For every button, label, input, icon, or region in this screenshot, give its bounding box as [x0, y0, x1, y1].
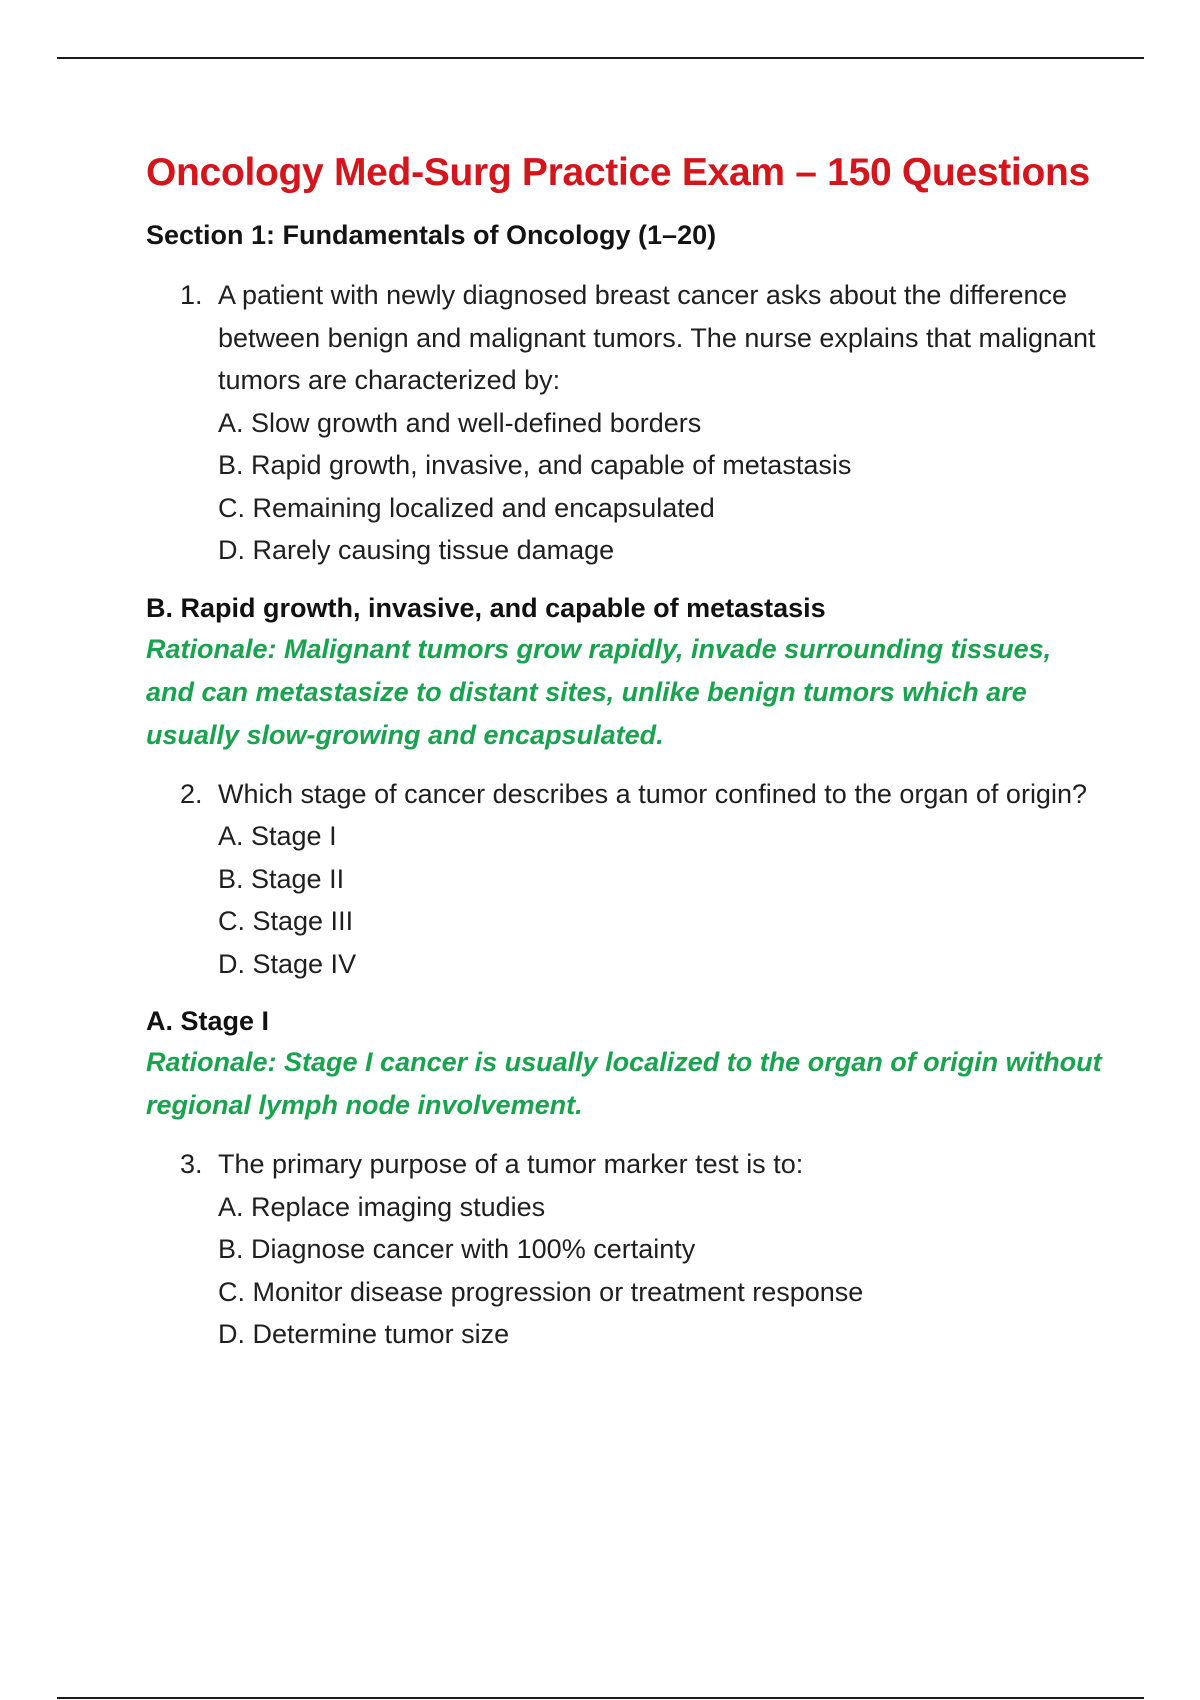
option-c: C. Monitor disease progression or treatment response: [218, 1276, 864, 1307]
option-d: D. Determine tumor size: [218, 1319, 510, 1349]
option-c: C. Stage III: [218, 906, 354, 936]
footer-rule: [57, 1697, 1144, 1699]
question-1: [146, 274, 1106, 572]
rationale: Rationale: Stage I cancer is usually localized to the organ of origin without regional lymph node involvement.: [146, 1047, 1102, 1120]
header-rule: [57, 57, 1144, 59]
section-heading: Section 1: Fundamentals of Oncology (1–20): [146, 220, 717, 250]
question-number: 3.: [180, 1149, 203, 1179]
option-d: D. Stage IV: [218, 948, 357, 979]
question-2: [146, 773, 1106, 986]
correct-answer: B. Rapid growth, invasive, and capable of metastasis: [146, 592, 826, 623]
option-b: B. Rapid growth, invasive, and capable of metastasis: [218, 450, 852, 480]
answer-options: [218, 402, 1106, 572]
option-b: B. Diagnose cancer with 100% certainty: [218, 1234, 696, 1264]
document-body: [146, 148, 1106, 1356]
question-number: 1.: [180, 280, 203, 310]
rationale: Rationale: Malignant tumors grow rapidly, invade surrounding tissues, and can metastasize to distant sites, unlike benign tumors which are usually slow-growing and encapsulated.: [146, 633, 1052, 750]
document-title: Oncology Med-Surg Practice Exam – 150 Questions: [146, 151, 1090, 194]
answer-options: [218, 815, 1106, 985]
option-a: A. Stage I: [218, 821, 337, 851]
question-3: [146, 1143, 1106, 1356]
question-text: A patient with newly diagnosed breast cancer asks about the difference between benign and malignant tumors. The nurse explains that malignant tumors are characterized by:: [218, 280, 1096, 395]
question-number: 2.: [180, 778, 203, 809]
question-text: The primary purpose of a tumor marker test is to:: [218, 1149, 804, 1179]
answer-options: [218, 1186, 1106, 1356]
option-a: A. Replace imaging studies: [218, 1191, 546, 1222]
correct-answer: A. Stage I: [146, 1006, 270, 1036]
option-a: A. Slow growth and well-defined borders: [218, 407, 702, 438]
option-d: D. Rarely causing tissue damage: [218, 535, 615, 565]
question-text: Which stage of cancer describes a tumor confined to the organ of origin?: [218, 778, 1087, 809]
option-b: B. Stage II: [218, 863, 345, 894]
option-c: C. Remaining localized and encapsulated: [218, 492, 715, 523]
